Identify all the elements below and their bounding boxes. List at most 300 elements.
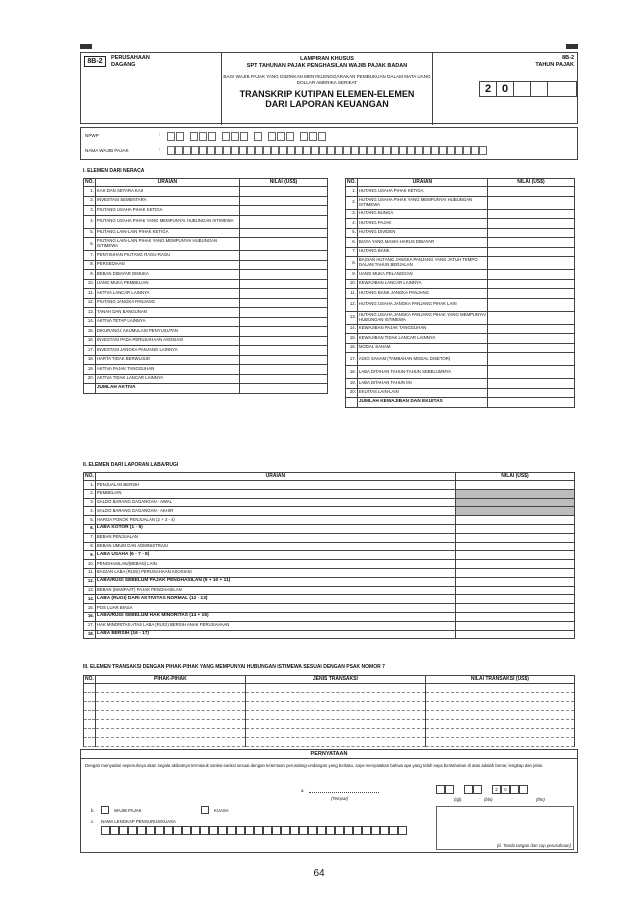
row-number: 18. <box>346 366 358 379</box>
row-number: 12. <box>84 577 96 586</box>
income-row <box>84 586 575 595</box>
value-field[interactable] <box>487 311 574 324</box>
income-row <box>84 595 575 604</box>
row-number: 9. <box>84 270 96 280</box>
row-description: PIUTANG JANGKA PANJANG <box>95 298 239 308</box>
header-subtitle: BAGI WAJIB PAJAK YANG DIIZINKAN MENYELENGGARAKAN PEMBUKUAN DALAM MATA UANG DOLLAR AMERIKA SERIKAT <box>223 74 431 85</box>
row-number: 15. <box>84 604 96 613</box>
row-description: SALDO BARANG DAGANGAN - AKHIR <box>95 507 455 516</box>
row-description: BAGIAN LABA (RUGI) PERUSAHAAN ASOSIASI <box>95 568 455 577</box>
assets-row <box>84 298 328 308</box>
transaction-value-field[interactable] <box>425 720 574 729</box>
row-description: KEWAJIBAN LANCAR LAINNYA <box>357 279 487 289</box>
income-row <box>84 542 575 551</box>
row-description: BEBAN DIBAYAR DIMUKA <box>95 270 239 280</box>
row-number: 14. <box>84 317 96 327</box>
row-number: 18. <box>84 355 96 365</box>
transaction-type-field[interactable] <box>245 702 425 711</box>
liabilities-row <box>346 209 575 219</box>
value-field[interactable] <box>239 336 327 346</box>
value-field[interactable] <box>239 187 327 197</box>
row-number: 16. <box>84 612 96 621</box>
row-number: 11. <box>84 568 96 577</box>
value-field[interactable] <box>487 379 574 389</box>
income-row <box>84 481 575 490</box>
value-field[interactable] <box>239 215 327 228</box>
transaction-type-field[interactable] <box>245 711 425 720</box>
value-field[interactable] <box>239 365 327 375</box>
row-number: 7. <box>84 533 96 542</box>
income-row <box>84 507 575 516</box>
main-title: TRANSKRIP KUTIPAN ELEMEN-ELEMEN DARI LAPORAN KEUANGAN <box>239 89 415 109</box>
total-label: JUMLAH AKTIVA <box>95 384 239 394</box>
transaction-type-field[interactable] <box>245 693 425 702</box>
place-label: (Tempat) <box>331 796 349 801</box>
transaction-value-field[interactable] <box>425 702 574 711</box>
assets-row <box>84 346 328 356</box>
liabilities-table: NO. URAIAN NILAI (US$) 1. HUTANG USAHA PIHAK KETIGA 2. HUTANG USAHA PIHAK YANG MEMPUNYAI HUBUNGAN ISTIMEWA 3. HUTANG BUNGA 4. HUTANG PAJAK 5. HUTANG DIVIDEN 6. BIAYA YANG MASIH HARUS DIBAYAR 7. HUTANG BANK 8. BAGIAN HUTANG JANGKA PANJANG YANG JATUH TEMPO DALAM TAHUN BERJALAN 9. UANG MUKA PELANGGAN 10. KEWAJIBAN LANCAR LAINNYA 11. HUTANG BANK JANGKA PANJANG 12. HUTANG USAHA JANGKA PANJANG PIHAK LAIN 13. HUTANG USAHA JANGKA PANJANG PIHAK YANG MEMPUNYAI HUBUNGAN ISTIMEWA 14. KEWAJIBAN PAJAK TANGGUHAN 15. KEWAJIBAN TIDAK LANCAR LAINNYA 16. MODAL SAHAM 17. AGIO SAHAM (TAMBAHAN MODAL DISETOR) 18. LABA DITAHAN TAHUN-TAHUN SEBELUMNYA 19. LABA DITAHAN TAHUN INI 20. EKUITAS LAIN-LAIN JUMLAH KEWAJIBAN DAN EKUITAS <box>345 178 575 408</box>
row-description: AKTIVA TIDAK LANCAR LAINNYA <box>95 374 239 384</box>
company-type: PERUSAHAAN DAGANG <box>111 55 150 68</box>
assets-row <box>84 279 328 289</box>
row-number: 4. <box>346 219 358 229</box>
value-field[interactable] <box>487 366 574 379</box>
party-field[interactable] <box>95 738 245 747</box>
row-number: 11. <box>346 289 358 299</box>
income-row <box>84 568 575 577</box>
taxpayer-name-field[interactable] <box>167 146 487 155</box>
signature-stamp-box[interactable]: (d. Tanda tangan dan cap perusahaan) <box>436 806 574 850</box>
value-field[interactable] <box>487 343 574 353</box>
liabilities-row <box>346 353 575 366</box>
row-number: 1. <box>84 481 96 490</box>
assets-row <box>84 327 328 337</box>
row-number: 4. <box>84 507 96 516</box>
row-description: INVESTASI PADA PERUSAHAAN ASOSIASI <box>95 336 239 346</box>
row-description: MODAL SAHAM <box>357 343 487 353</box>
date-field[interactable]: 2 0 <box>436 785 528 794</box>
assets-row <box>84 260 328 270</box>
value-field[interactable] <box>487 196 574 209</box>
value-field <box>455 498 574 507</box>
row-description: PIUTANG LAIN-LAIN PIHAK YANG MEMPUNYAI HUBUNGAN ISTIMEWA <box>95 238 239 251</box>
income-row <box>84 630 575 639</box>
section2-title: II. ELEMEN DARI LAPORAN LABA/RUGI <box>83 462 179 468</box>
related-party-table: NO. PIHAK-PIHAK JENIS TRANSAKSI NILAI TRANSAKSI (US$) <box>83 675 575 747</box>
title-lampiran: LAMPIRAN KHUSUS <box>300 56 354 62</box>
liabilities-row <box>346 196 575 209</box>
row-number: 15. <box>346 334 358 344</box>
row-description: PEMBELIAN <box>95 489 455 498</box>
row-description: HARGA POKOK PENJUALAN (2 + 3 - 4) <box>95 516 455 525</box>
assets-row <box>84 228 328 238</box>
name-label: NAMA LENGKAP PENGURUS/KUASA <box>101 819 176 824</box>
total-value-field[interactable] <box>487 398 574 408</box>
assets-row <box>84 270 328 280</box>
transaction-row <box>84 738 575 747</box>
row-number: 17. <box>346 353 358 366</box>
value-field <box>455 489 574 498</box>
value-field[interactable] <box>487 219 574 229</box>
value-field[interactable] <box>455 542 574 551</box>
row-number: 2. <box>84 489 96 498</box>
transaction-row <box>84 729 575 738</box>
row-description: PENJUALAN BERSIH <box>95 481 455 490</box>
income-row <box>84 621 575 630</box>
row-description: LABA DITAHAN TAHUN-TAHUN SEBELUMNYA <box>357 366 487 379</box>
row-number: 17. <box>84 346 96 356</box>
page-number: 64 <box>313 868 325 879</box>
row-number: 11. <box>84 289 96 299</box>
npwp-label: NPWP <box>85 133 99 138</box>
value-field[interactable] <box>487 334 574 344</box>
value-field[interactable] <box>487 298 574 311</box>
liabilities-row <box>346 219 575 229</box>
value-field[interactable] <box>239 251 327 261</box>
row-description: BEBAN UMUM DAN ADMINISTRASI <box>95 542 455 551</box>
value-field[interactable] <box>239 228 327 238</box>
income-row <box>84 612 575 621</box>
row-description: LABA BERSIH (16 - 17) <box>95 630 455 639</box>
row-number: 6. <box>84 524 96 533</box>
value-field[interactable] <box>487 187 574 197</box>
value-field[interactable] <box>239 374 327 384</box>
party-field[interactable] <box>95 711 245 720</box>
value-field[interactable] <box>487 279 574 289</box>
taxpayer-name-label: NAMA WAJIB PAJAK <box>85 148 129 153</box>
row-number: 10. <box>84 560 96 569</box>
row-description: SALDO BARANG DAGANGAN - AWAL <box>95 498 455 507</box>
row-number: 3. <box>84 206 96 216</box>
liabilities-row <box>346 228 575 238</box>
row-number: 1. <box>346 187 358 197</box>
value-field[interactable] <box>455 577 574 586</box>
row-number: 6. <box>346 238 358 248</box>
liabilities-row <box>346 379 575 389</box>
income-row <box>84 604 575 613</box>
value-field[interactable] <box>239 260 327 270</box>
value-field[interactable] <box>455 560 574 569</box>
value-field[interactable] <box>455 524 574 533</box>
transaction-row <box>84 693 575 702</box>
row-number: 7. <box>346 247 358 257</box>
row-description: LABA (RUGI) DARI AKTIVITAS NORMAL (12 - 13) <box>95 595 455 604</box>
row-number: 16. <box>346 343 358 353</box>
value-field[interactable] <box>487 228 574 238</box>
income-row <box>84 489 575 498</box>
liabilities-row <box>346 187 575 197</box>
row-number: 2. <box>346 196 358 209</box>
proxy-checkbox[interactable] <box>201 806 209 814</box>
value-field[interactable] <box>239 206 327 216</box>
value-field[interactable] <box>487 247 574 257</box>
row-description: HUTANG PAJAK <box>357 219 487 229</box>
row-number: 20. <box>84 374 96 384</box>
row-number: 15. <box>84 327 96 337</box>
row-description: KEWAJIBAN PAJAK TANGGUHAN <box>357 324 487 334</box>
corner-mark-right <box>566 44 578 49</box>
statement-box: PERNYATAAN Dengan menyadari sepenuhnya akan segala akibatnya termasuk sanksi-sanksi sesuai dengan ketentuan perundang-undangan yang berlaku, saya menyatakan bahwa apa yang telah saya beritahukan di atas adalah benar, lengkap dan jelas. a. (Tempat) 2 0 (tgl) (bln) (thn) b. WAJIB PAJAK KUASA c. NAMA LENGKAP PENGURUS/KUASA (d. Tanda tangan dan cap perusahaan) <box>80 749 578 853</box>
value-field[interactable] <box>487 353 574 366</box>
total-value-field[interactable] <box>239 384 327 394</box>
value-field[interactable] <box>455 604 574 613</box>
party-field[interactable] <box>95 720 245 729</box>
transaction-type-field[interactable] <box>245 684 425 693</box>
row-number: 6. <box>84 238 96 251</box>
row-description: HUTANG DIVIDEN <box>357 228 487 238</box>
assets-row <box>84 365 328 375</box>
assets-row <box>84 196 328 206</box>
liabilities-row <box>346 257 575 270</box>
transaction-value-field[interactable] <box>425 711 574 720</box>
row-number: 5. <box>84 516 96 525</box>
value-field[interactable] <box>455 612 574 621</box>
assets-row <box>84 238 328 251</box>
row-description: INVESTASI JANGKA PANJANG LAINNYA <box>95 346 239 356</box>
row-description: KEWAJIBAN TIDAK LANCAR LAINNYA <box>357 334 487 344</box>
row-number: 9. <box>84 551 96 560</box>
party-field[interactable] <box>95 729 245 738</box>
row-description: HARTA TIDAK BERWUJUD <box>95 355 239 365</box>
income-row <box>84 577 575 586</box>
transaction-row <box>84 711 575 720</box>
row-number: 8. <box>84 542 96 551</box>
assets-row <box>84 336 328 346</box>
row-number: 13. <box>346 311 358 324</box>
transaction-row <box>84 684 575 693</box>
assets-row <box>84 206 328 216</box>
liabilities-total-row <box>346 398 575 408</box>
value-field[interactable] <box>455 586 574 595</box>
taxpayer-identity: NPWP : NAMA WAJIB PAJAK : <box>80 127 578 160</box>
value-field[interactable] <box>455 621 574 630</box>
assets-row <box>84 187 328 197</box>
statement-text: Dengan menyadari sepenuhnya akan segala akibatnya termasuk sanksi-sanksi sesuai dengan ketentuan perundang-undangan yang berlaku, saya menyatakan bahwa apa yang telah saya beritahukan di atas adalah benar, lengkap dan jelas. <box>85 763 544 768</box>
value-field[interactable] <box>455 551 574 560</box>
value-field[interactable] <box>239 355 327 365</box>
value-field[interactable] <box>239 196 327 206</box>
row-description: BEBAN PENJUALAN <box>95 533 455 542</box>
transaction-row <box>84 720 575 729</box>
value-field[interactable] <box>239 270 327 280</box>
transaction-type-field[interactable] <box>245 738 425 747</box>
assets-row <box>84 251 328 261</box>
value-field[interactable] <box>455 630 574 639</box>
assets-row <box>84 374 328 384</box>
form-header <box>80 52 578 124</box>
row-description: HAK MINORITAS ATAS LABA (RUGI) BERSIH ANAK PERUSAHAAN <box>95 621 455 630</box>
transaction-type-field[interactable] <box>245 729 425 738</box>
assets-row <box>84 215 328 228</box>
row-description: BAGIAN HUTANG JANGKA PANJANG YANG JATUH TEMPO DALAM TAHUN BERJALAN <box>357 257 487 270</box>
row-description: AKTIVA PAJAK TANGGUHAN <box>95 365 239 375</box>
row-number: 19. <box>346 379 358 389</box>
row-description: AKTIVA TETAP LAINNYA <box>95 317 239 327</box>
assets-row <box>84 355 328 365</box>
row-description: HUTANG USAHA JANGKA PANJANG PIHAK LAIN <box>357 298 487 311</box>
value-field[interactable] <box>455 481 574 490</box>
liabilities-row <box>346 334 575 344</box>
row-description: UANG MUKA PEMBELIAN <box>95 279 239 289</box>
title-spt: SPT TAHUNAN PAJAK PENGHASILAN WAJIB PAJAK BADAN <box>246 63 408 69</box>
value-field[interactable] <box>239 346 327 356</box>
transaction-value-field[interactable] <box>425 729 574 738</box>
row-number: 3. <box>346 209 358 219</box>
assets-row <box>84 289 328 299</box>
assets-row <box>84 317 328 327</box>
row-number: 7. <box>84 251 96 261</box>
row-number: 5. <box>84 228 96 238</box>
row-number: 13. <box>84 586 96 595</box>
value-field[interactable] <box>455 595 574 604</box>
row-description: INVESTASI SEMENTARA <box>95 196 239 206</box>
row-description: BEBAN (MANFAAT) PAJAK PENGHASILAN <box>95 586 455 595</box>
row-description: HUTANG BUNGA <box>357 209 487 219</box>
row-number: 19. <box>84 365 96 375</box>
income-row <box>84 560 575 569</box>
row-description: AGIO SAHAM (TAMBAHAN MODAL DISETOR) <box>357 353 487 366</box>
liabilities-row <box>346 247 575 257</box>
income-statement-table: NO. URAIAN NILAI (US$) 1. PENJUALAN BERSIH 2. PEMBELIAN 3. SALDO BARANG DAGANGAN - AWAL 4. SALDO BARANG DAGANGAN - AKHIR 5. HARGA POKOK PENJUALAN (2 + 3 - 4) 6. LABA KOTOR (1 - 5) 7. BEBAN PENJUALAN 8. BEBAN UMUM DAN ADMINISTRASI 9. LABA USAHA (6 - 7 - 8) 10. PENGHASILAN/(BEBAN) LAIN 11. BAGIAN LABA (RUGI) PERUSAHAAN ASOSIASI 12. LABA/RUGI SEBELUM PAJAK PENGHASILAN (9 + 10 + 11) 13. BEBAN (MANFAAT) PAJAK PENGHASILAN 14. LABA (RUGI) DARI AKTIVITAS NORMAL (12 - 13) 15. POS LUAR BIASA 16. LABA/RUGI SEBELUM HAK MINORITAS (14 + 15) 17. HAK MINORITAS ATAS LABA (RUGI) BERSIH ANAK PERUSAHAAN 18. LABA BERSIH (16 - 17) <box>83 472 575 639</box>
income-row <box>84 524 575 533</box>
liabilities-row <box>346 289 575 299</box>
row-number: 3. <box>84 498 96 507</box>
row-description: TANAH DAN BANGUNAN <box>95 308 239 318</box>
transaction-value-field[interactable] <box>425 738 574 747</box>
row-description: AKTIVA LANCAR LAINNYA <box>95 289 239 299</box>
row-description: LABA/RUGI SEBELUM PAJAK PENGHASILAN (9 + 10 + 11) <box>95 577 455 586</box>
row-description: HUTANG BANK JANGKA PANJANG <box>357 289 487 299</box>
row-description: POS LUAR BIASA <box>95 604 455 613</box>
value-field[interactable] <box>239 238 327 251</box>
row-number: 16. <box>84 336 96 346</box>
header-title-block <box>221 53 433 125</box>
row-description: PIUTANG LAIN-LAIN PIHAK KETIGA <box>95 228 239 238</box>
value-field[interactable] <box>239 317 327 327</box>
row-number: 5. <box>346 228 358 238</box>
row-number: 8. <box>84 260 96 270</box>
row-description: KAS DAN SETARA KAS <box>95 187 239 197</box>
liabilities-row <box>346 298 575 311</box>
value-field[interactable] <box>487 270 574 280</box>
assets-total-row <box>84 384 328 394</box>
row-description: LABA KOTOR (1 - 5) <box>95 524 455 533</box>
row-number: 10. <box>84 279 96 289</box>
income-row <box>84 498 575 507</box>
transaction-value-field[interactable] <box>425 693 574 702</box>
value-field <box>455 507 574 516</box>
form-code: 8B-2 <box>84 56 106 67</box>
value-field[interactable] <box>239 298 327 308</box>
income-row <box>84 551 575 560</box>
row-description: PIUTANG USAHA PIHAK KETIGA <box>95 206 239 216</box>
row-number: 12. <box>84 298 96 308</box>
row-number: 13. <box>84 308 96 318</box>
signer-name-field[interactable] <box>101 826 407 835</box>
value-field[interactable] <box>455 533 574 542</box>
row-description: LABA DITAHAN TAHUN INI <box>357 379 487 389</box>
liabilities-row <box>346 279 575 289</box>
row-description: DIKURANGI: AKUMULASI PENYUSUTAN <box>95 327 239 337</box>
party-field[interactable] <box>95 693 245 702</box>
transaction-value-field[interactable] <box>425 684 574 693</box>
row-description: EKUITAS LAIN-LAIN <box>357 388 487 398</box>
income-row <box>84 533 575 542</box>
value-field[interactable] <box>487 324 574 334</box>
liabilities-row <box>346 324 575 334</box>
row-description: HUTANG USAHA PIHAK KETIGA <box>357 187 487 197</box>
value-field[interactable] <box>487 209 574 219</box>
taxpayer-checkbox[interactable] <box>101 806 109 814</box>
liabilities-row <box>346 238 575 248</box>
transaction-row <box>84 702 575 711</box>
place-field[interactable] <box>309 792 379 793</box>
assets-table: NO. URAIAN NILAI (US$) 1. KAS DAN SETARA KAS 2. INVESTASI SEMENTARA 3. PIUTANG USAHA PIHAK KETIGA 4. PIUTANG USAHA PIHAK YANG MEMPUNYAI HUBUNGAN ISTIMEWA 5. PIUTANG LAIN-LAIN PIHAK KETIGA 6. PIUTANG LAIN-LAIN PIHAK YANG MEMPUNYAI HUBUNGAN ISTIMEWA 7. PENYISIHAN PIUTANG RAGU-RAGU 8. PERSEDIAAN 9. BEBAN DIBAYAR DIMUKA 10. UANG MUKA PEMBELIAN 11. AKTIVA LANCAR LAINNYA 12. PIUTANG JANGKA PANJANG 13. TANAH DAN BANGUNAN 14. AKTIVA TETAP LAINNYA 15. DIKURANGI: AKUMULASI PENYUSUTAN 16. INVESTASI PADA PERUSAHAAN ASOSIASI 17. INVESTASI JANGKA PANJANG LAINNYA 18. HARTA TIDAK BERWUJUD 19. AKTIVA PAJAK TANGGUHAN 20. AKTIVA TIDAK LANCAR LAINNYA JUMLAH AKTIVA <box>83 178 328 394</box>
party-field[interactable] <box>95 702 245 711</box>
row-number: 8. <box>346 257 358 270</box>
row-number: 14. <box>346 324 358 334</box>
row-description: BIAYA YANG MASIH HARUS DIBAYAR <box>357 238 487 248</box>
row-number: 4. <box>84 215 96 228</box>
liabilities-row <box>346 311 575 324</box>
value-field[interactable] <box>239 308 327 318</box>
tax-year-field[interactable]: 2 0 <box>479 81 577 97</box>
row-description: PENGHASILAN/(BEBAN) LAIN <box>95 560 455 569</box>
row-description: UANG MUKA PELANGGAN <box>357 270 487 280</box>
value-field[interactable] <box>239 279 327 289</box>
party-field[interactable] <box>95 684 245 693</box>
row-number: 9. <box>346 270 358 280</box>
value-field[interactable] <box>487 238 574 248</box>
value-field[interactable] <box>455 516 574 525</box>
liabilities-row <box>346 270 575 280</box>
liabilities-row <box>346 343 575 353</box>
row-description: HUTANG BANK <box>357 247 487 257</box>
value-field[interactable] <box>487 257 574 270</box>
row-number: 17. <box>84 621 96 630</box>
value-field[interactable] <box>487 289 574 299</box>
row-description: LABA USAHA (6 - 7 - 8) <box>95 551 455 560</box>
liabilities-row <box>346 366 575 379</box>
transaction-type-field[interactable] <box>245 720 425 729</box>
row-number: 10. <box>346 279 358 289</box>
row-description: LABA/RUGI SEBELUM HAK MINORITAS (14 + 15) <box>95 612 455 621</box>
row-description: PIUTANG USAHA PIHAK YANG MEMPUNYAI HUBUNGAN ISTIMEWA <box>95 215 239 228</box>
row-number: 2. <box>84 196 96 206</box>
value-field[interactable] <box>487 388 574 398</box>
total-label: JUMLAH KEWAJIBAN DAN EKUITAS <box>357 398 487 408</box>
row-number: 14. <box>84 595 96 604</box>
row-number: 1. <box>84 187 96 197</box>
row-number: 12. <box>346 298 358 311</box>
statement-title: PERNYATAAN <box>81 750 577 759</box>
row-description: HUTANG USAHA PIHAK YANG MEMPUNYAI HUBUNGAN ISTIMEWA <box>357 196 487 209</box>
row-number: 20. <box>346 388 358 398</box>
row-number: 18. <box>84 630 96 639</box>
value-field[interactable] <box>455 568 574 577</box>
corner-mark-left <box>80 44 92 49</box>
npwp-field[interactable] <box>167 132 327 141</box>
section3-title: III. ELEMEN TRANSAKSI DENGAN PIHAK-PIHAK YANG MEMPUNYAI HUBUNGAN ISTIMEWA SESUAI DENGAN PSAK NOMOR 7 <box>83 664 385 670</box>
value-field[interactable] <box>239 327 327 337</box>
row-description: PENYISIHAN PIUTANG RAGU-RAGU <box>95 251 239 261</box>
value-field[interactable] <box>239 289 327 299</box>
row-description: HUTANG USAHA JANGKA PANJANG PIHAK YANG MEMPUNYAI HUBUNGAN ISTIMEWA <box>357 311 487 324</box>
liabilities-row <box>346 388 575 398</box>
income-row <box>84 516 575 525</box>
assets-row <box>84 308 328 318</box>
section1-title: I. ELEMEN DARI NERACA <box>83 168 145 174</box>
